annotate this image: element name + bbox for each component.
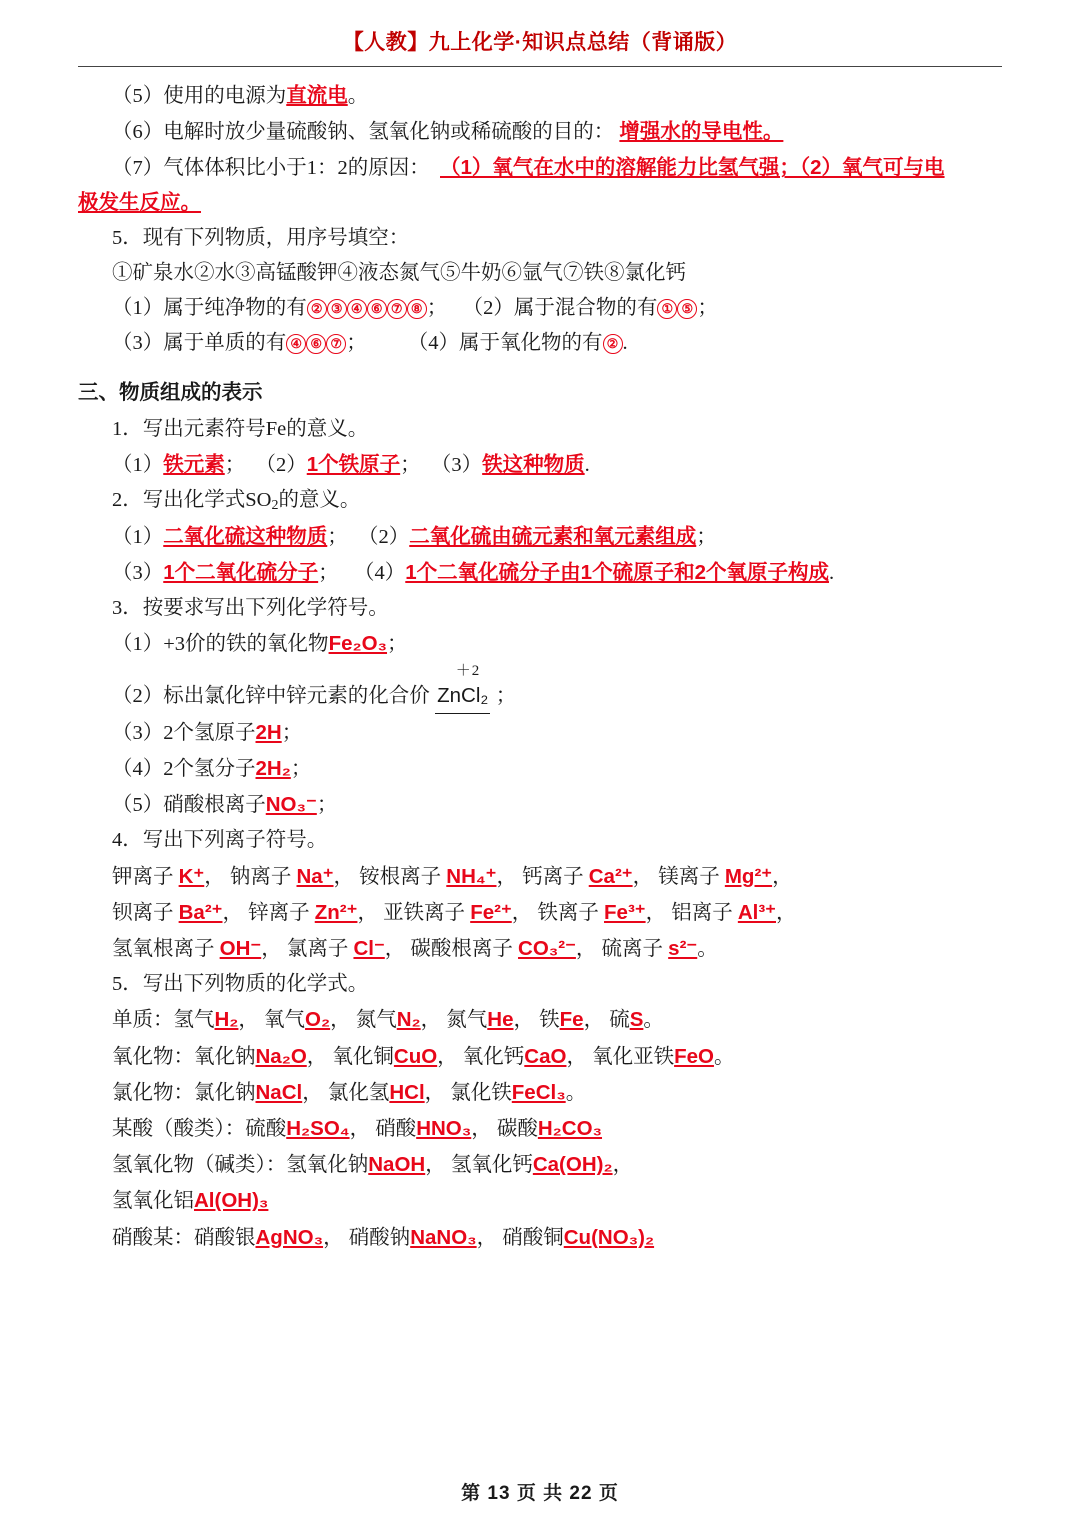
s3-q2-answers-b: （3）1个二氧化硫分子； （4）1个二氧化硫分子由1个硫原子和2个氧原子构成. <box>112 560 835 584</box>
question-4-7: （7）气体体积比小于1：2的原因： （1）氧气在水中的溶解能力比氢气强；（2）氧气可与电 <box>112 156 945 180</box>
formula-line-oxides: 氧化物：氧化钠Na₂O， 氧化铜CuO， 氧化钙CaO， 氧化亚铁FeO。 <box>112 1044 735 1068</box>
s3-q2-4-answer: 1个二氧化硫分子由1个硫原子和2个氧原子构成 <box>405 560 829 584</box>
formula-symbol: AgNO₃ <box>255 1225 324 1249</box>
header-divider <box>78 66 1002 67</box>
ion-symbol: Cl⁻ <box>353 936 385 960</box>
formula-symbol: H₂CO₃ <box>537 1116 603 1140</box>
ion-symbol: Ba²⁺ <box>178 900 223 924</box>
s3-q3-1: （1）+3价的铁的氧化物Fe₂O₃； <box>112 632 408 656</box>
ion-symbol: Al³⁺ <box>737 900 776 924</box>
formula-symbol: CaO <box>524 1044 567 1068</box>
ion-symbol: Ca²⁺ <box>588 864 633 888</box>
ion-symbol: Fe³⁺ <box>604 900 646 924</box>
formula-symbol: FeCl₃ <box>511 1080 566 1104</box>
formula-symbol: H₂ <box>214 1008 239 1032</box>
s3-q3-2: （2）标出氯化锌中锌元素的化合价 ＋2 ZnCl₂ ； <box>78 679 1002 713</box>
formula-symbol: Ca(OH)₂ <box>532 1153 613 1177</box>
s3-q2-stem: 2．写出化学式$SO_2$的意义。 <box>112 489 361 514</box>
s3-q2-1-answer: 二氧化硫这种物质 <box>163 524 328 548</box>
page-header: 【人教】九上化学·知识点总结（背诵版） <box>342 31 738 54</box>
ion-symbol: Mg²⁺ <box>724 864 773 888</box>
ion-symbol: Fe²⁺ <box>470 900 512 924</box>
formula-symbol: HCl <box>389 1080 425 1104</box>
s3-q3-stem: 3．按要求写出下列化学符号。 <box>112 597 389 620</box>
s3-q3-3-answer: 2H <box>255 720 282 744</box>
ion-symbol: Zn²⁺ <box>314 900 358 924</box>
ion-line-2: 钡离子 Ba²⁺， 锌离子 Zn²⁺， 亚铁离子 Fe²⁺， 铁离子 Fe³⁺， 铝离子 Al³⁺， <box>112 900 797 924</box>
ion-symbol: s²⁻ <box>668 936 698 960</box>
formula-symbol: N₂ <box>396 1008 421 1032</box>
answer-4-5: 直流电 <box>286 84 348 107</box>
formula-symbol: He <box>487 1008 514 1032</box>
question-5-3-4: （3）属于单质的有 ④ ⑥ ⑦ ； （4）属于氧化物的有 ② . <box>112 332 628 355</box>
s3-q1-3-answer: 铁这种物质 <box>482 452 585 476</box>
s3-q3-2-answer: ZnCl₂ <box>435 679 490 713</box>
answer-4-6: 增强水的导电性。 <box>619 120 784 144</box>
question-4-7-cont <box>78 186 1002 220</box>
question-4-6: （6）电解时放少量硫酸钠、氢氧化钠或稀硫酸的目的： 增强水的导电性。 <box>112 120 784 144</box>
s3-q2-2-answer: 二氧化硫由硫元素和氧元素组成 <box>409 524 697 548</box>
formula-line-acids: 某酸（酸类）：硫酸H₂SO₄， 硝酸HNO₃， 碳酸H₂CO₃ <box>112 1116 603 1140</box>
formula-symbol: FeO <box>674 1044 714 1068</box>
s3-q1-1-answer: 铁元素 <box>163 452 225 476</box>
page-footer: 第 13 页 共 22 页 <box>461 1483 619 1504</box>
formula-symbol: Fe <box>559 1008 584 1032</box>
formula-symbol: Al(OH)₃ <box>194 1189 269 1213</box>
formula-symbol: HNO₃ <box>416 1116 472 1140</box>
question-5-stem: 5．现有下列物质，用序号填空： <box>112 226 410 249</box>
s3-q3-1-answer: Fe₂O₃ <box>328 632 388 656</box>
s3-q3-3: （3）2个氢原子2H； <box>112 720 303 744</box>
s3-q3-4-answer: 2H₂ <box>255 756 291 780</box>
question-5-items: ①矿泉水②水③高锰酸钾④液态氮气⑤牛奶⑥氩气⑦铁⑧氯化钙 <box>112 262 686 285</box>
question-5-1-2: （1）属于纯净物的有 ② ③ ④ ⑥ ⑦ ⑧ ； （2）属于混合物的有 ① ⑤ ； <box>112 297 718 320</box>
formula-symbol: S <box>629 1008 644 1032</box>
ion-symbol: CO₃²⁻ <box>518 936 576 960</box>
formula-line-chlorides: 氯化物：氯化钠NaCl， 氯化氢HCl， 氯化铁FeCl₃。 <box>112 1080 587 1104</box>
answer-5-2: ① ⑤ <box>657 297 697 319</box>
s3-q2-3-answer: 1个二氧化硫分子 <box>163 560 319 584</box>
s3-q1-stem: 1．写出元素符号Fe的意义。 <box>112 417 369 440</box>
answer-5-3: ④ ⑥ ⑦ <box>286 332 346 354</box>
formula-line-bases: 氢氧化物（碱类）：氢氧化钠NaOH， 氢氧化钙Ca(OH)₂， <box>112 1153 634 1177</box>
s3-q3-5: （5）硝酸根离子NO₃⁻； <box>112 793 338 817</box>
ion-line-3: 氢氧根离子 OH⁻， 氯离子 Cl⁻， 碳酸根离子 CO₃²⁻， 硫离子 s²⁻。 <box>112 936 718 960</box>
formula-symbol: H₂SO₄ <box>286 1116 350 1140</box>
formula-symbol: NaCl <box>255 1080 303 1104</box>
formula-symbol: NaOH <box>368 1153 426 1177</box>
s3-q1-answers: （1）铁元素； （2）1个铁原子； （3）铁这种物质. <box>112 452 590 476</box>
formula-line-nitrates: 硝酸某：硝酸银AgNO₃， 硝酸钠NaNO₃， 硝酸铜Cu(NO₃)₂ <box>112 1225 655 1249</box>
s3-q3-5-answer: NO₃⁻ <box>265 793 317 817</box>
ion-symbol: NH₄⁺ <box>446 864 497 888</box>
answer-4-7-cont: 极发生反应。 <box>78 190 201 214</box>
s3-q2-answers-a: （1）二氧化硫这种物质； （2）二氧化硫由硫元素和氧元素组成； <box>112 524 717 548</box>
s3-q5-stem: 5．写出下列物质的化学式。 <box>112 973 369 996</box>
formula-symbol: NaNO₃ <box>410 1225 477 1249</box>
section-heading-3: 三、物质组成的表示 <box>78 380 263 404</box>
s3-q4-stem: 4．写出下列离子符号。 <box>112 829 328 852</box>
formula-line-danzhi: 单质：氢气H₂， 氧气O₂， 氮气N₂， 氮气He， 铁Fe， 硫S。 <box>112 1008 664 1032</box>
answer-5-1: ② ③ ④ ⑥ ⑦ ⑧ <box>307 297 427 319</box>
answer-4-7: （1）氧气在水中的溶解能力比氢气强；（2）氧气可与电 <box>440 156 945 180</box>
ion-line-1: 钾离子 K⁺， 钠离子 Na⁺， 铵根离子 NH₄⁺， 钙离子 Ca²⁺， 镁离子 Mg²⁺， <box>112 864 793 888</box>
ion-symbol: Na⁺ <box>296 864 334 888</box>
formula-symbol: Cu(NO₃)₂ <box>563 1225 655 1249</box>
valence-value: ＋2 <box>455 663 481 680</box>
formula-symbol: O₂ <box>305 1008 331 1032</box>
answer-5-4: ② <box>603 332 623 354</box>
valence-notation <box>430 663 496 713</box>
question-4-5: （5）使用的电源为直流电。 <box>112 84 369 107</box>
s3-q1-2-answer: 1个铁原子 <box>306 452 401 476</box>
ion-symbol: OH⁻ <box>219 936 262 960</box>
formula-symbol: Na₂O <box>255 1044 307 1068</box>
ion-symbol: K⁺ <box>178 864 205 888</box>
formula-symbol: CuO <box>393 1044 438 1068</box>
s3-q3-4: （4）2个氢分子2H₂； <box>112 756 312 780</box>
formula-line-bases-cont: 氢氧化铝Al(OH)₃ <box>112 1189 269 1213</box>
